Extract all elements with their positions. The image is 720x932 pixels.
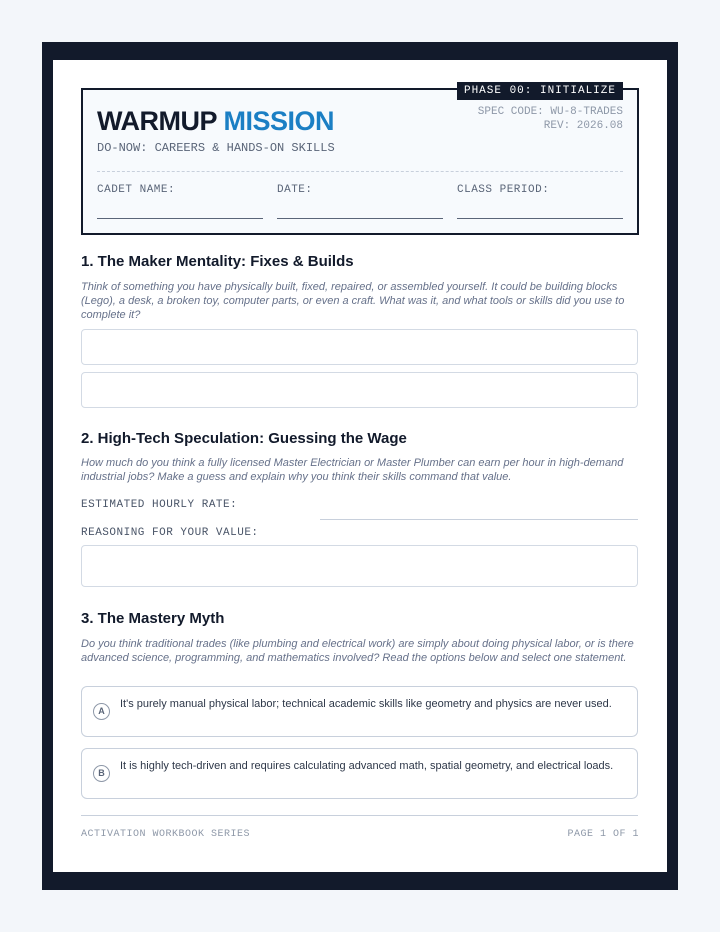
option-b[interactable] [81,748,638,799]
footer-series: ACTIVATION WORKBOOK SERIES [81,829,251,840]
option-b-letter: B [93,765,110,782]
revision: REV: 2026.08 [543,120,623,132]
class-period-label: CLASS PERIOD: [457,184,550,196]
page-number: PAGE 1 OF 1 [567,829,639,840]
cadet-name-line [97,218,263,219]
cadet-name-field[interactable] [97,184,263,196]
q1-answer-box-1[interactable] [81,329,638,365]
q2-title: 2. High-Tech Speculation: Guessing the Wage [81,430,407,447]
spec-code: SPEC CODE: WU-8-TRADES [477,106,623,118]
footer-divider [81,815,638,816]
rate-input-line[interactable] [320,519,638,520]
header-card [81,85,639,235]
reasoning-answer-box[interactable] [81,545,638,587]
worksheet-title [97,106,334,137]
reasoning-label: REASONING FOR YOUR VALUE: [81,527,259,539]
class-period-line [457,218,623,219]
header-divider [97,171,623,172]
worksheet-page [53,60,667,872]
q3-title: 3. The Mastery Myth [81,610,225,627]
spec-block [478,105,623,133]
option-a-text: It's purely manual physical labor; technical academic skills like geometry and physics are never used. [120,698,612,710]
option-a[interactable] [81,686,638,737]
cadet-name-label: CADET NAME: [97,184,176,196]
title-accent: MISSION [223,106,335,136]
date-field[interactable] [277,184,443,196]
q3-prompt: Do you think traditional trades (like plumbing and electrical work) are simply about doing physical labor, or is there advanced science, programming, and mathematics involved? Read the options below and select one statement. [81,638,634,664]
date-label: DATE: [277,184,313,196]
worksheet-subtitle: DO-NOW: CAREERS & HANDS-ON SKILLS [97,141,335,155]
class-period-field[interactable] [457,184,623,196]
rate-label: ESTIMATED HOURLY RATE: [81,499,238,511]
option-a-letter: A [93,703,110,720]
q1-prompt: Think of something you have physically built, fixed, repaired, or assembled yourself. It could be building blocks (Lego), a desk, a broken toy, computer parts, or even a craft. What was it, and what tools or skills did you use to complete it? [81,281,625,321]
phase-tag: PHASE 00: INITIALIZE [457,82,623,100]
option-b-text: It is highly tech-driven and requires calculating advanced math, spatial geometry, and electrical loads. [120,760,614,772]
q1-answer-box-2[interactable] [81,372,638,408]
title-main: WARMUP [97,106,217,136]
date-line [277,218,443,219]
q2-prompt: How much do you think a fully licensed Master Electrician or Master Plumber can earn per hour in high-demand industrial jobs? Make a guess and explain why you think their skills command that value. [81,457,624,483]
q1-title: 1. The Maker Mentality: Fixes & Builds [81,253,354,270]
